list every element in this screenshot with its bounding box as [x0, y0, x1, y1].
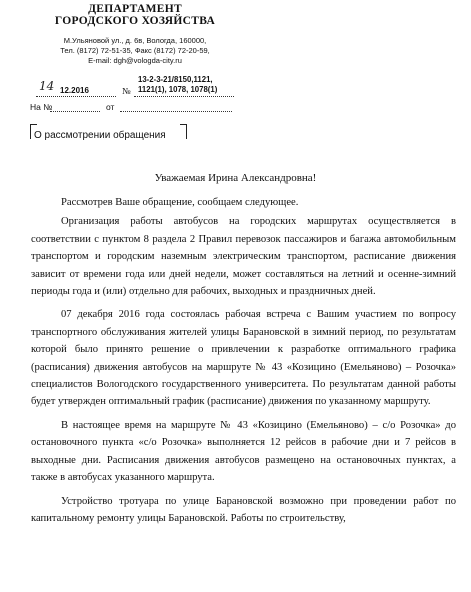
paragraph-2: Организация работы автобусов на городских маршрутах осуществляется в соответствии с пунктом 8 раздела 2 Правил перевозок пассажиров и багажа автомобильным транспортом и городским наземным электрическим транспортом, расписание движения зависит от времени года или дней недели, может составляться на летний и осенне-зимний периоды года и (или) отдельно для рабочих, выходных и праздничных дней. — [31, 216, 456, 298]
number-underline — [134, 96, 234, 97]
salutation: Уважаемая Ирина Александровна! — [154, 172, 317, 184]
paragraph-3: 07 декабря 2016 года состоялась рабочая встреча с Вашим участием по вопросу транспортного обслуживания жителей улицы Барановской в зимний период, по результатам которой было принято решение о привлечении к разработке оптимального графика (расписания) движения автобусов на маршруте № 43 «Козицино (Емельяново) – Розочка» специалистов Вологодского государственного университета. По результатам данной работы будет утвержден оптимальный график (расписание) движения по указанному маршруту. — [31, 309, 456, 408]
letterhead — [30, 3, 240, 66]
org-address: М.Ульяновой ул., д. 6в, Вологда, 160000, — [63, 36, 207, 45]
registration-number — [138, 75, 268, 95]
from-label: от — [106, 102, 115, 112]
org-address-block — [30, 36, 240, 66]
registration-number-label: № — [122, 86, 131, 96]
org-name-line2: ГОРОДСКОГО ХОЗЯЙСТВА — [54, 15, 216, 27]
reference-line — [30, 102, 115, 112]
paragraph-5: Устройство тротуара по улице Барановской возможно при проведении работ по капитальному ремонту улицы Барановской. Работы по строительству, — [31, 495, 456, 524]
on-no-underline — [50, 111, 100, 112]
paragraph-1: Рассмотрев Ваше обращение, сообщаем следующее. — [61, 197, 299, 208]
paragraph-4: В настоящее время на маршруте № 43 «Козицино (Емельяново) – с/о Розочка» до остановочного пункта «с/о Розочка» выполняется 12 рейсов в рабочие дни и 7 рейсов в выходные дни. Расписания движения автобусов размещено на остановочных пунктах, а также в автобусах указанного маршрута. — [31, 419, 456, 484]
registration-number-line2: 1121(1), 1078, 1078(1) — [138, 85, 218, 94]
letter-body — [31, 194, 456, 533]
subject-line: О рассмотрении обращения — [34, 130, 166, 141]
date-underline — [36, 96, 116, 97]
handwritten-day: 14 — [39, 79, 55, 93]
registration-date: 12.2016 — [60, 86, 89, 95]
org-phone-fax: Тел. (8172) 72-51-35, Факс (8172) 72-20-59, — [60, 46, 210, 55]
subject-bracket-right — [180, 124, 187, 139]
org-email: E-mail: dgh@vologda-city.ru — [88, 56, 182, 65]
registration-number-line1: 13-2-3-21/8150,1121, — [138, 75, 213, 84]
from-underline — [120, 111, 232, 112]
org-name-line1: ДЕПАРТАМЕНТ — [88, 3, 182, 15]
on-no-label: На № — [30, 102, 53, 112]
